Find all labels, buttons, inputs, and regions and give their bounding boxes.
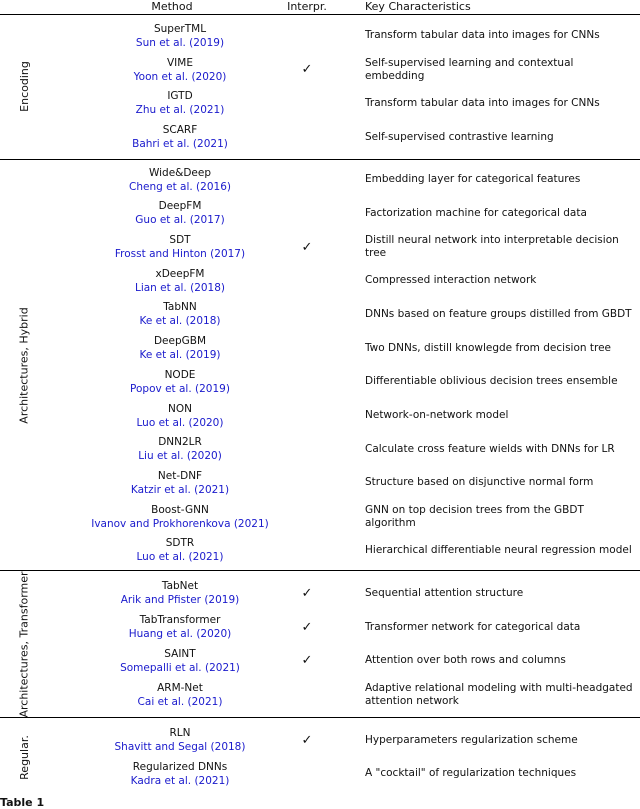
interpretable-check-icon: ✓: [301, 619, 313, 635]
table-rule: [0, 159, 640, 160]
method-citation-link[interactable]: Zhu et al. (2021): [135, 104, 225, 117]
table-row: [0, 87, 640, 121]
table-row: [0, 230, 640, 264]
method-cell: [50, 500, 310, 534]
key-characteristic: Self-supervised contrastive learning: [365, 130, 554, 143]
key-characteristic: Adaptive relational modeling with multi-headgated attention network: [365, 681, 633, 707]
key-characteristic: Hyperparameters regularization scheme: [365, 733, 578, 746]
method-cell: [50, 399, 310, 433]
method-cell: [50, 757, 310, 791]
method-name: IGTD: [167, 90, 193, 103]
group-label-text: Architectures, Transformer: [17, 570, 31, 718]
interpretable-check-icon: ✓: [301, 239, 313, 255]
method-name: SDT: [169, 234, 191, 247]
method-cell: [50, 365, 310, 399]
method-citation-link[interactable]: Popov et al. (2019): [130, 382, 230, 395]
method-citation-link[interactable]: Shavitt and Segal (2018): [114, 741, 246, 754]
method-citation-link[interactable]: Katzir et al. (2021): [130, 483, 230, 496]
method-cell: [50, 466, 310, 500]
method-citation-link[interactable]: Cai et al. (2021): [137, 695, 223, 708]
table-rule: [0, 14, 640, 15]
method-name: VIME: [167, 56, 193, 69]
interpretable-check-icon: ✓: [301, 653, 313, 669]
table-row: [0, 120, 640, 154]
method-cell: [50, 298, 310, 332]
key-characteristic: A "cocktail" of regularization techniques: [365, 767, 577, 780]
method-cell: [50, 53, 310, 87]
table-caption: Table 1: [0, 796, 45, 809]
key-characteristic: GNN on top decision trees from the GBDT algorithm: [365, 503, 584, 529]
method-cell: [50, 19, 310, 53]
table-row: [0, 534, 640, 568]
method-name: TabTransformer: [139, 614, 221, 627]
method-name: DNN2LR: [158, 436, 202, 449]
method-name: Net-DNF: [157, 469, 203, 482]
method-cell: [50, 577, 310, 611]
method-cell: [50, 197, 310, 231]
key-characteristic: DNNs based on feature groups distilled from GBDT: [365, 307, 632, 320]
method-citation-link[interactable]: Kadra et al. (2021): [130, 774, 230, 787]
key-characteristic: Attention over both rows and columns: [365, 654, 566, 667]
table-rule: [0, 717, 640, 718]
table-row: [0, 365, 640, 399]
method-cell: [50, 432, 310, 466]
method-name: TabNet: [161, 580, 199, 593]
method-cell: [50, 87, 310, 121]
table-row: [0, 577, 640, 611]
header-method: Method: [151, 0, 193, 13]
table-row: [0, 163, 640, 197]
method-cell: [50, 610, 310, 644]
table-row: [0, 500, 640, 534]
group-label-text: Regular.: [17, 734, 31, 780]
method-citation-link[interactable]: Huang et al. (2020): [128, 628, 232, 641]
method-cell: [50, 120, 310, 154]
method-citation-link[interactable]: Liu et al. (2020): [138, 450, 222, 463]
method-name: SCARF: [162, 124, 198, 137]
method-citation-link[interactable]: Arik and Pfister (2019): [120, 594, 240, 607]
table-row: [0, 644, 640, 678]
method-name: DeepFM: [158, 200, 202, 213]
key-characteristic: Transformer network for categorical data: [365, 620, 581, 633]
method-cell: [50, 678, 310, 712]
key-characteristic: Two DNNs, distill knowlegde from decision tree: [365, 341, 611, 354]
method-cell: [50, 163, 310, 197]
table-row: [0, 610, 640, 644]
table-row: [0, 723, 640, 757]
method-name: SuperTML: [153, 22, 207, 35]
key-characteristic: Transform tabular data into images for CNNs: [365, 29, 600, 42]
method-citation-link[interactable]: Sun et al. (2019): [135, 36, 225, 49]
table-header: [0, 0, 640, 14]
method-name: RLN: [169, 727, 191, 740]
method-citation-link[interactable]: Ivanov and Prokhorenkova (2021): [91, 517, 269, 530]
method-name: xDeepFM: [155, 267, 205, 280]
key-characteristic: Network-on-network model: [365, 409, 509, 422]
table-row: [0, 298, 640, 332]
method-name: SDTR: [165, 537, 195, 550]
method-name: Wide&Deep: [148, 166, 212, 179]
table-row: [0, 678, 640, 712]
table-row: [0, 331, 640, 365]
header-interpretable: Interpr.: [287, 0, 327, 13]
method-cell: [50, 534, 310, 568]
key-characteristic: Self-supervised learning and contextual embedding: [365, 56, 574, 82]
interpretable-check-icon: ✓: [301, 732, 313, 748]
table-row: [0, 197, 640, 231]
interpretable-check-icon: ✓: [301, 585, 313, 601]
method-name: Boost-GNN: [151, 503, 209, 516]
method-citation-link[interactable]: Luo et al. (2021): [136, 551, 224, 564]
method-citation-link[interactable]: Guo et al. (2017): [135, 214, 225, 227]
key-characteristic: Structure based on disjunctive normal form: [365, 476, 594, 489]
table-row: [0, 466, 640, 500]
method-name: DeepGBM: [153, 335, 207, 348]
key-characteristic: Factorization machine for categorical data: [365, 206, 587, 219]
key-characteristic: Transform tabular data into images for CNNs: [365, 96, 600, 109]
method-name: Regularized DNNs: [132, 760, 228, 773]
method-name: ARM-Net: [157, 681, 203, 694]
table-row: [0, 757, 640, 791]
key-characteristic: Sequential attention structure: [365, 586, 524, 599]
method-citation-link[interactable]: Ke et al. (2018): [139, 315, 221, 328]
method-citation-link[interactable]: Yoon et al. (2020): [133, 70, 227, 83]
key-characteristic: Embedding layer for categorical features: [365, 173, 581, 186]
method-name: NON: [168, 402, 192, 415]
method-name: SAINT: [164, 647, 196, 660]
table-row: [0, 432, 640, 466]
method-cell: [50, 723, 310, 757]
method-citation-link[interactable]: Lian et al. (2018): [134, 281, 226, 294]
group-label-text: Encoding: [17, 61, 31, 112]
method-cell: [50, 331, 310, 365]
method-cell: [50, 230, 310, 264]
method-citation-link[interactable]: Ke et al. (2019): [139, 349, 221, 362]
method-cell: [50, 264, 310, 298]
key-characteristic: Calculate cross feature wields with DNNs for LR: [365, 442, 615, 455]
method-citation-link[interactable]: Bahri et al. (2021): [132, 138, 228, 151]
group-label-text: Architectures, Hybrid: [17, 306, 31, 424]
method-citation-link[interactable]: Somepalli et al. (2021): [120, 661, 240, 674]
method-citation-link[interactable]: Frosst and Hinton (2017): [114, 248, 246, 261]
table-row: [0, 19, 640, 53]
table-row: [0, 53, 640, 87]
method-citation-link[interactable]: Cheng et al. (2016): [129, 180, 231, 193]
key-characteristic: Compressed interaction network: [365, 274, 537, 287]
key-characteristic: Hierarchical differentiable neural regression model: [365, 543, 632, 556]
method-citation-link[interactable]: Luo et al. (2020): [136, 416, 224, 429]
header-key-characteristics: Key Characteristics: [365, 0, 471, 13]
method-name: NODE: [164, 368, 196, 381]
method-cell: [50, 644, 310, 678]
table-row: [0, 399, 640, 433]
key-characteristic: Differentiable oblivious decision trees ensemble: [365, 375, 618, 388]
method-name: TabNN: [163, 301, 197, 314]
key-characteristic: Distill neural network into interpretable decision tree: [365, 234, 619, 260]
interpretable-check-icon: ✓: [301, 62, 313, 78]
table-rule: [0, 570, 640, 571]
table-row: [0, 264, 640, 298]
